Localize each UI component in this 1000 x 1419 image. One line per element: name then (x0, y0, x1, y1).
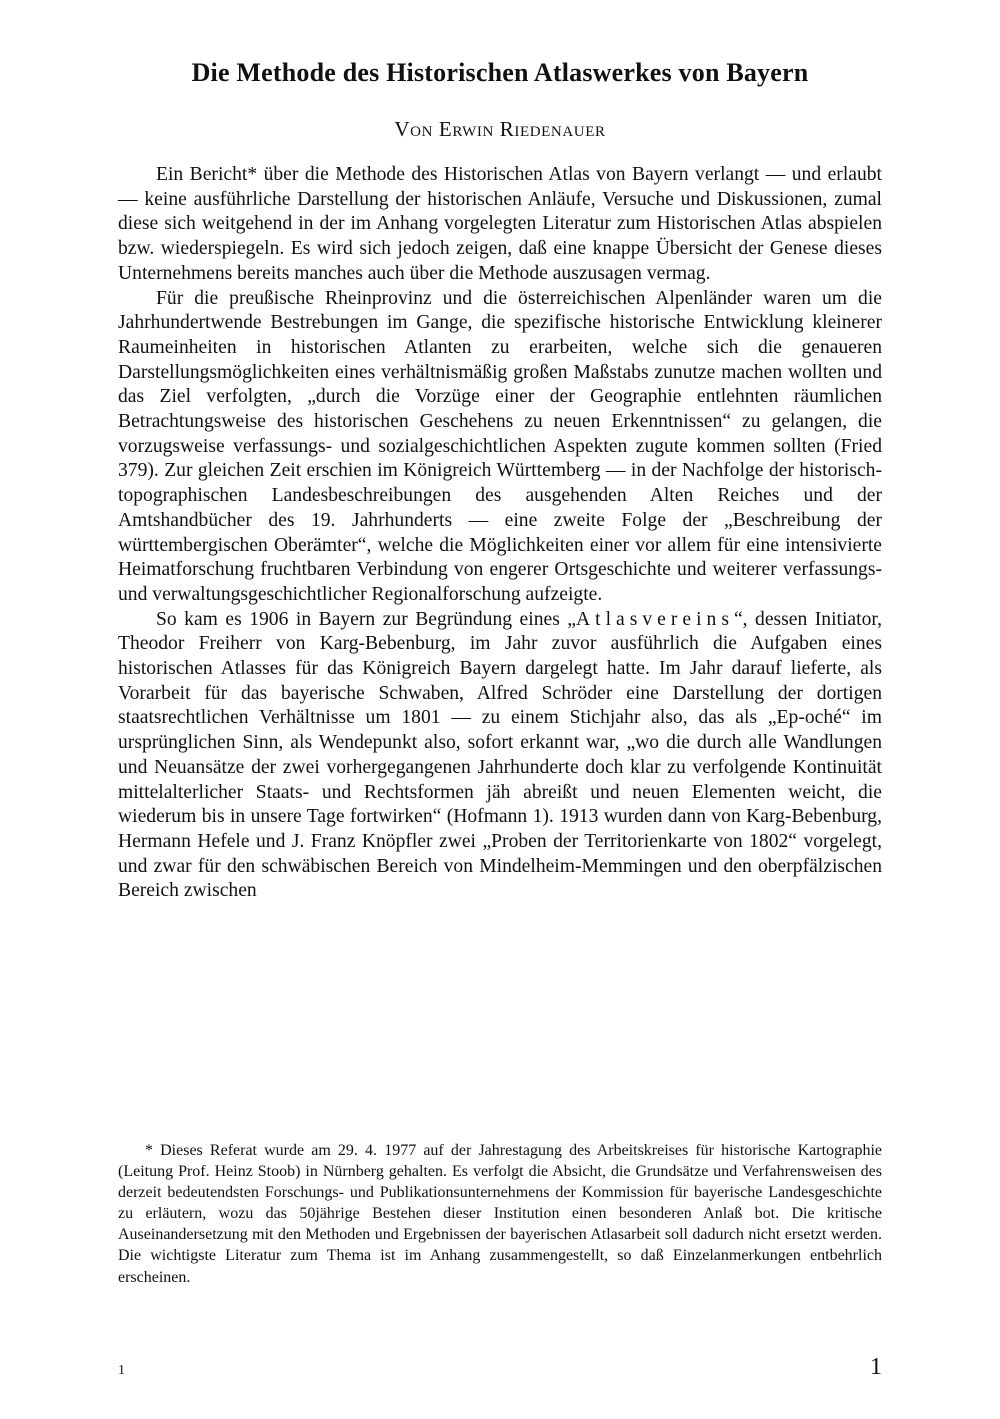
paragraph: Ein Bericht* über die Methode des Historischen Atlas von Bayern verlangt — und erlaubt — keine ausführliche Darstellung der historischen Anläufe, Versuche und Diskussionen, zumal diese sich weitgehend in der im Anhang vorgelegten Literatur zum Historischen Atlas abspielen bzw. wiederspiegeln. Es wird sich jedoch zeigen, daß eine knappe Übersicht der Genese dieses Unternehmens bereits manches auch über die Methode auszusagen vermag. (118, 164, 882, 284)
paragraph-text: “, dessen Initiator, Theodor Freiherr von Karg-Bebenburg, im Jahr zuvor ausführlich die Aufgaben eines historischen Atlasses für das Königreich Bayern dargelegt hatte. Im Jahr darauf lieferte, als Vorarbeit für das bayerische Schwaben, Alfred Schröder eine Darstellung der dortigen staatsrechtlichen Verhältnisse um 1801 — zu einem Stichjahr also, das als „Ep-oché“ im ursprünglichen Sinn, als Wendepunkt also, sofort erkannt war, „wo die durch alle Wandlungen und Neuansätze der zwei vorhergegangenen Jahrhunderte doch klar zu verfolgende Kontinuität mittelalterlicher Staats- und Rechtsformen jäh abreißt und neuen Elementen weicht, die wiederum bis in unsere Tage fortwirken“ (Hofmann 1). 1913 wurden dann von Karg-Bebenburg, Hermann Hefele und J. Franz Knöpfler zwei „Proben der Territorienkarte von 1802“ vorgelegt, und zwar für den schwäbischen Bereich von Mindelheim-Memmingen und den oberpfälzischen Bereich zwischen (118, 608, 883, 902)
paragraph-text: So kam es 1906 in Bayern zur Begründung eines „ (156, 608, 577, 630)
article-author: Von Erwin Riedenauer (394, 117, 606, 141)
article-title: Die Methode des Historischen Atlaswerkes von Bayern (191, 58, 809, 87)
signature-mark: 1 (118, 1363, 125, 1378)
article-body (118, 163, 882, 904)
page-number: 1 (870, 1354, 882, 1380)
paragraph (118, 608, 882, 904)
paragraph: Für die preußische Rheinprovinz und die österreichischen Alpenländer waren um die Jahrhundertwende Bestrebungen im Gange, die spezifische historische Entwicklung kleinerer Raumeinheiten in historischen Atlanten zu erarbeiten, welche sich die genaueren Darstellungsmöglichkeiten eines verhältnismäßig großen Maßstabs zunutze machen wollten und das Ziel verfolgten, „durch die Vorzüge einer der Geographie entlehnten räumlichen Betrachtungsweise des historischen Geschehens zu neuen Erkenntnissen“ zu gelangen, die vorzugsweise verfassungs- und sozialgeschichtlichen Aspekten zugute kommen sollten (Fried 379). Zur gleichen Zeit erschien im Königreich Württemberg — in der Nachfolge der historisch-topographischen Landesbeschreibungen des ausgehenden Alten Reiches und der Amtshandbücher des 19. Jahrhunderts — eine zweite Folge der „Beschreibung der württembergischen Oberämter“, welche die Möglichkeiten einer vor allem für eine intensivierte Heimatforschung fruchtbaren Verbindung von engerer Ortsgeschichte und weiterer verfassungs- und verwaltungsgeschichtlicher Regionalforschung aufzeigte. (118, 287, 882, 605)
spaced-emphasis: Atlasvereins (576, 608, 734, 630)
footnote: * Dieses Referat wurde am 29. 4. 1977 auf der Jahrestagung des Arbeitskreises für historische Kartographie (Leitung Prof. Heinz Stoob) in Nürnberg gehalten. Es verfolgt die Absicht, die Grundsätze und Verfahrensweisen des derzeit bedeutendsten Forschungs- und Publikationsunternehmens der Kommission für bayerische Landesgeschichte zu erläutern, wozu das 50jährige Bestehen dieser Institution einen besonderen Anlaß bot. Die kritische Auseinandersetzung mit den Methoden und Ergebnissen der bayerischen Atlasarbeit soll dadurch nicht ersetzt werden. Die wichtigste Literatur zum Thema ist im Anhang zusammengestellt, so daß Einzelanmerkungen entbehrlich erscheinen. (118, 1142, 882, 1286)
